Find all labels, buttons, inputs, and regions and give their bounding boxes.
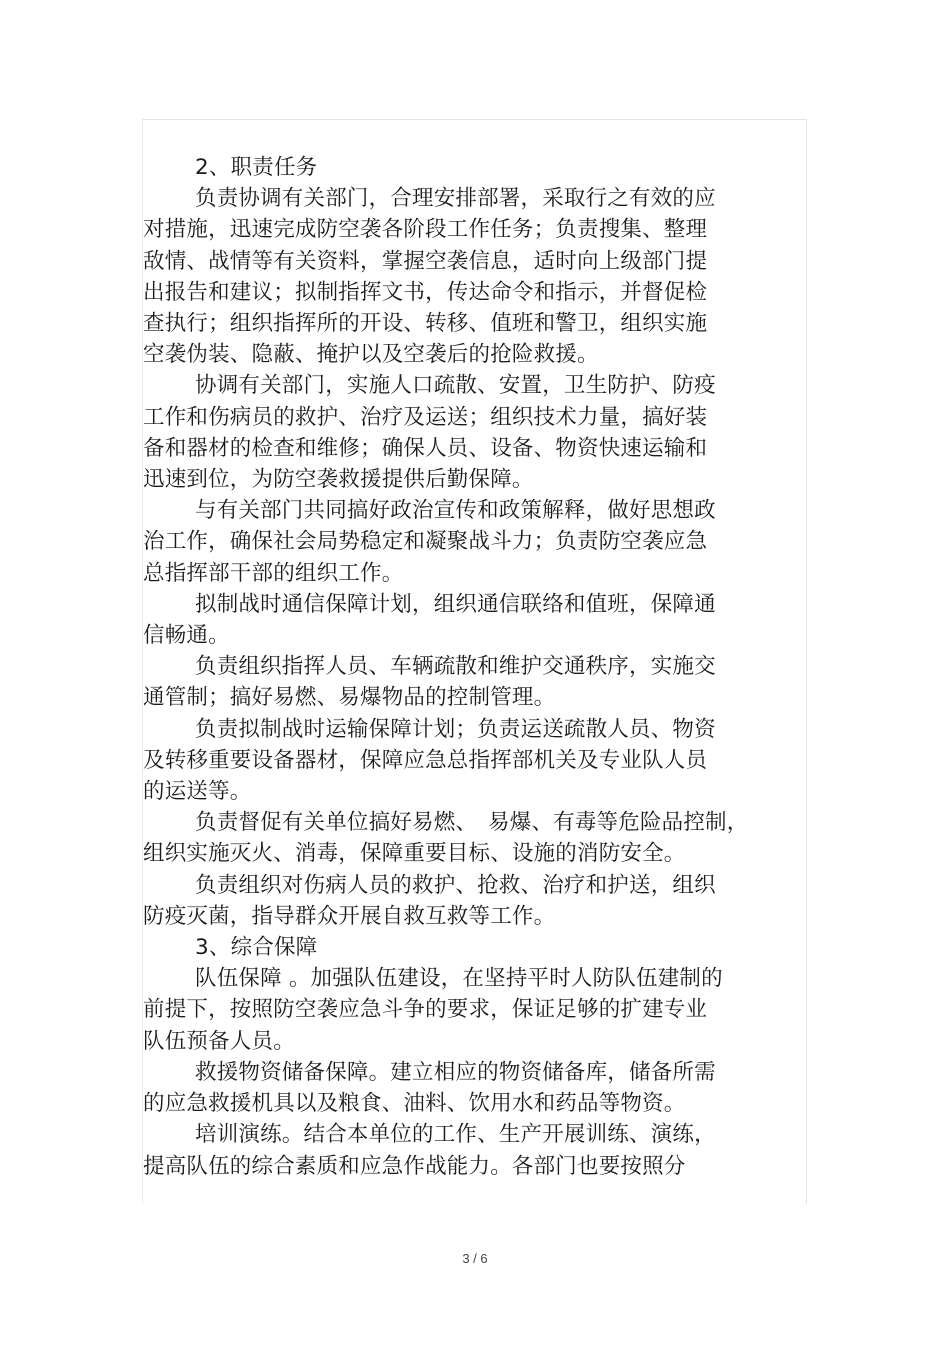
paragraph — [143, 963, 793, 1057]
page-number: 3 / 6 — [462, 1251, 488, 1266]
section-2 — [143, 152, 793, 932]
text-line: 防疫灭菌，指导群众开展自救互救等工作。 — [143, 903, 556, 929]
text-line: 队伍预备人员。 — [143, 1028, 295, 1054]
text-line: 救援物资储备保障。建立相应的物资储备库，储备所需 — [195, 1059, 716, 1085]
paragraph — [143, 1057, 793, 1119]
text-line: 与有关部门共同搞好政治宣传和政策解释，做好思想政 — [195, 498, 716, 524]
text-line: 出报告和建议；拟制指挥文书，传达命令和指示，并督促检 — [143, 279, 708, 305]
text-line: 负责拟制战时运输保障计划；负责运送疏散人员、物资 — [195, 716, 716, 742]
text-line: 备和器材的检查和维修；确保人员、设备、物资快速运输和 — [143, 435, 708, 461]
text-line: 查执行；组织指挥所的开设、转移、值班和警卫，组织实施 — [143, 311, 708, 337]
text-line: 队伍保障 。加强队伍建设，在坚持平时人防队伍建制的 — [195, 966, 723, 992]
text-line: 治工作，确保社会局势稳定和凝聚战斗力；负责防空袭应急 — [143, 529, 708, 555]
text-line: 工作和伤病员的救护、治疗及运送；组织技术力量，搞好装 — [143, 404, 708, 430]
text-line: 提高队伍的综合素质和应急作战能力。各部门也要按照分 — [143, 1153, 686, 1179]
text-line: 拟制战时通信保障计划，组织通信联络和值班，保障通 — [195, 591, 716, 617]
text-line: 组织实施灭火、消毒，保障重要目标、设施的消防安全。 — [143, 841, 686, 867]
text-line: 的应急救援机具以及粮食、油料、饮用水和药品等物资。 — [143, 1091, 686, 1117]
text-line: 敌情、战情等有关资料，掌握空袭信息，适时向上级部门提 — [143, 248, 708, 274]
text-line: 的运送等。 — [143, 779, 252, 805]
text-line: 负责协调有关部门，合理安排部署，采取行之有效的应 — [195, 186, 716, 212]
text-line: 前提下，按照防空袭应急斗争的要求，保证足够的扩建专业 — [143, 997, 708, 1023]
section-heading: 3、综合保障 — [195, 935, 318, 961]
text-line: 负责组织对伤病人员的救护、抢救、治疗和护送，组织 — [195, 872, 716, 898]
paragraph — [143, 495, 793, 589]
text-line: 协调有关部门，实施人口疏散、安置，卫生防护、防疫 — [195, 373, 716, 399]
paragraph — [143, 870, 793, 932]
text-line: 空袭伪装、隐蔽、掩护以及空袭后的抢险救援。 — [143, 342, 599, 368]
text-line: 迅速到位，为防空袭救援提供后勤保障。 — [143, 467, 534, 493]
paragraph — [143, 807, 793, 869]
document-body — [143, 152, 793, 1182]
text-line: 对措施，迅速完成防空袭各阶段工作任务；负责搜集、整理 — [143, 217, 708, 243]
text-line: 信畅通。 — [143, 623, 230, 649]
paragraph — [143, 714, 793, 808]
paragraph — [143, 370, 793, 495]
paragraph — [143, 1119, 793, 1181]
section-heading: 2、职责任务 — [195, 155, 318, 180]
text-line: 通管制；搞好易燃、易爆物品的控制管理。 — [143, 685, 556, 711]
text-line: 负责组织指挥人员、车辆疏散和维护交通秩序，实施交 — [195, 654, 716, 680]
paragraph — [143, 589, 793, 651]
text-line: 负责督促有关单位搞好易燃、 易爆、有毒等危险品控制， — [195, 810, 749, 836]
text-line: 及转移重要设备器材，保障应急总指挥部机关及专业队人员 — [143, 747, 708, 773]
paragraph — [143, 183, 793, 370]
section-3 — [143, 932, 793, 1182]
text-line: 培训演练。结合本单位的工作、生产开展训练、演练， — [195, 1122, 716, 1148]
paragraph — [143, 651, 793, 713]
text-line: 总指挥部干部的组织工作。 — [143, 560, 404, 586]
